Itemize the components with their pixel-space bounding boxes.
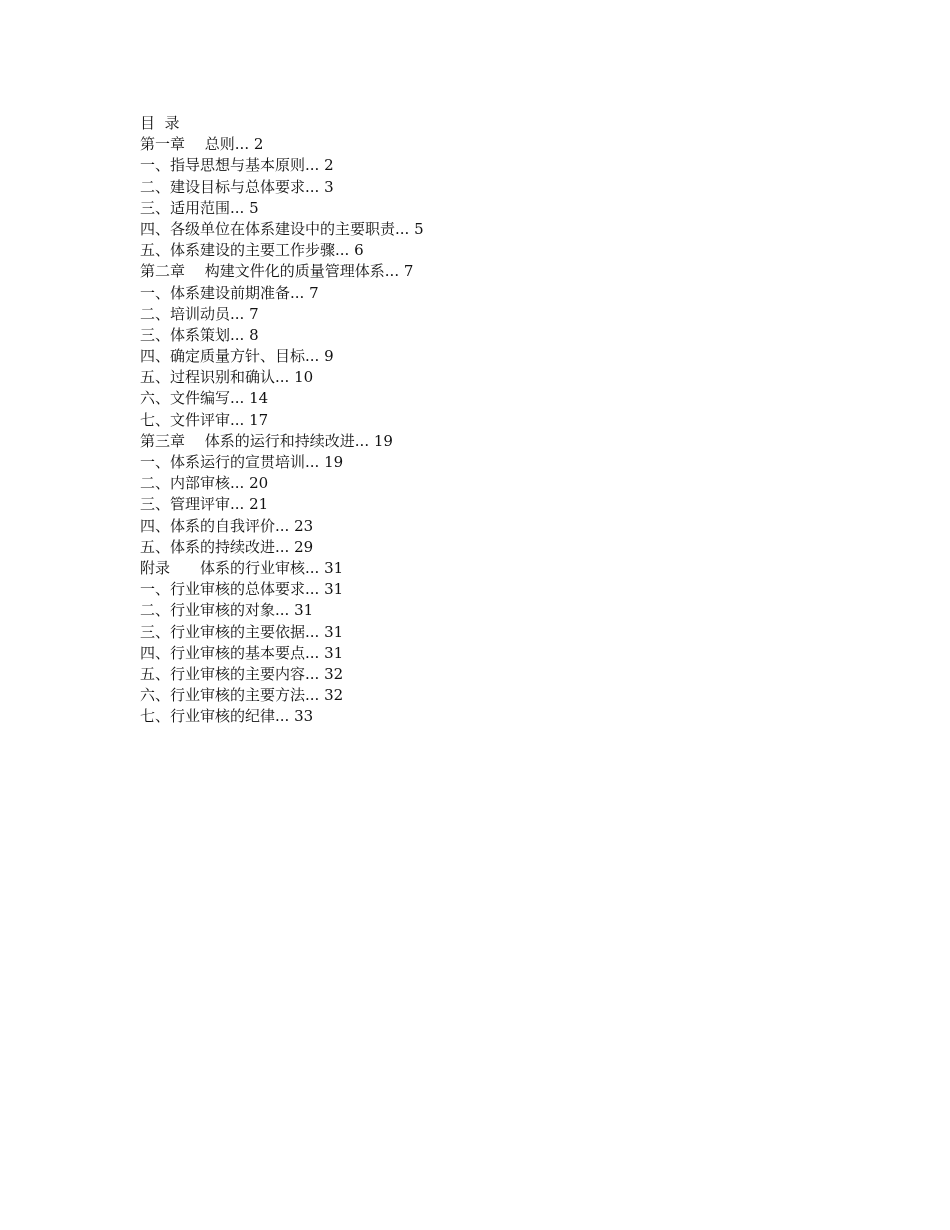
toc-leader-dots: ... <box>384 262 404 281</box>
toc-entry[interactable] <box>140 198 840 219</box>
toc-entry-text: 二、行业审核的对象 <box>140 601 276 620</box>
toc-entry-page-number: 32 <box>324 686 344 705</box>
toc-leader-dots: ... <box>230 304 250 323</box>
toc-entry-page-number: 7 <box>249 304 259 323</box>
toc-leader-dots: ... <box>290 283 310 302</box>
toc-entry-text: 五、行业审核的主要内容 <box>140 664 306 683</box>
toc-entry-page-number: 20 <box>249 474 269 493</box>
toc-entry-page-number: 19 <box>373 431 393 450</box>
toc-entry[interactable] <box>140 325 840 346</box>
toc-leader-dots: ... <box>230 474 250 493</box>
toc-entry[interactable] <box>140 240 840 261</box>
toc-leader-dots: ... <box>234 135 254 154</box>
toc-entry-page-number: 9 <box>324 347 334 366</box>
toc-entry[interactable] <box>140 664 840 685</box>
toc-leader-dots: ... <box>305 453 325 471</box>
toc-entry-page-number: 19 <box>324 453 344 471</box>
toc-leader-dots: ... <box>305 622 325 641</box>
toc-entry-text: 三、体系策划 <box>140 325 231 344</box>
toc-entry-text: 一、体系建设前期准备 <box>140 283 291 302</box>
toc-entry[interactable] <box>140 516 840 537</box>
toc-entry[interactable] <box>140 558 840 579</box>
toc-entry-page-number: 21 <box>249 495 269 514</box>
toc-entry-page-number: 32 <box>324 664 344 683</box>
toc-entry[interactable] <box>140 304 840 325</box>
toc-entry-text: 第一章 总则 <box>140 135 235 154</box>
toc-entry[interactable] <box>140 261 840 282</box>
toc-entry-text: 六、行业审核的主要方法 <box>140 686 306 705</box>
toc-entry-page-number: 31 <box>294 601 314 620</box>
toc-entry-text: 第三章 体系的运行和持续改进 <box>140 431 355 450</box>
toc-entry-page-number: 31 <box>324 643 344 662</box>
toc-entry[interactable] <box>140 494 840 515</box>
toc-leader-dots: ... <box>275 368 295 387</box>
toc-entry-page-number: 7 <box>403 262 414 281</box>
toc-leader-dots: ... <box>230 495 250 514</box>
toc-entry[interactable] <box>140 346 840 367</box>
toc-entry-page-number: 6 <box>354 241 364 260</box>
toc-entry-text: 二、培训动员 <box>140 304 231 323</box>
toc-entry-text: 一、行业审核的总体要求 <box>140 580 306 599</box>
toc-leader-dots: ... <box>275 707 295 726</box>
toc-entry-page-number: 8 <box>249 325 259 344</box>
toc-entry[interactable] <box>140 219 840 240</box>
toc-entry[interactable] <box>140 155 840 176</box>
toc-entry-page-number: 5 <box>414 219 424 238</box>
toc-entry[interactable] <box>140 367 840 388</box>
toc-title: 目 录 <box>140 114 180 132</box>
toc-entry-page-number: 33 <box>294 707 314 726</box>
toc-entry[interactable] <box>140 452 840 473</box>
toc-entry-text: 五、体系的持续改进 <box>140 537 276 556</box>
toc-entry[interactable] <box>140 134 840 155</box>
toc-entry-page-number: 31 <box>324 558 344 577</box>
toc-entry[interactable] <box>140 579 840 600</box>
toc-entry[interactable] <box>140 643 840 664</box>
toc-entry[interactable] <box>140 685 840 706</box>
toc-leader-dots: ... <box>230 389 250 408</box>
toc-leader-dots: ... <box>275 601 295 620</box>
toc-entry-page-number: 2 <box>324 156 334 175</box>
toc-entry-page-number: 10 <box>294 368 314 387</box>
toc-entry[interactable] <box>140 600 840 621</box>
toc-leader-dots: ... <box>305 156 325 175</box>
toc-entry-text: 四、确定质量方针、目标 <box>140 347 306 366</box>
toc-leader-dots: ... <box>305 177 325 196</box>
toc-entry[interactable] <box>140 388 840 409</box>
toc-leader-dots: ... <box>230 198 250 217</box>
toc-leader-dots: ... <box>354 431 374 450</box>
toc-entry-page-number: 5 <box>249 198 259 217</box>
toc-leader-dots: ... <box>395 219 415 238</box>
toc-leader-dots: ... <box>305 347 325 366</box>
toc-leader-dots: ... <box>275 537 295 556</box>
toc-entry-text: 五、体系建设的主要工作步骤 <box>140 241 336 260</box>
toc-leader-dots: ... <box>305 643 325 662</box>
toc-entry-page-number: 3 <box>324 177 334 196</box>
toc-entry-text: 五、过程识别和确认 <box>140 368 276 387</box>
toc-leader-dots: ... <box>305 580 325 599</box>
toc-leader-dots: ... <box>305 686 325 705</box>
toc-entry[interactable] <box>140 537 840 558</box>
toc-leader-dots: ... <box>305 664 325 683</box>
toc-entry-text: 六、文件编写 <box>140 389 231 408</box>
toc-entry-page-number: 2 <box>253 135 264 154</box>
toc-entry-text: 附录 体系的行业审核 <box>140 558 306 577</box>
toc-entry-text: 一、体系运行的宣贯培训 <box>140 453 306 471</box>
toc-entry[interactable] <box>140 706 840 727</box>
toc-entry-list <box>140 134 840 727</box>
toc-entry-page-number: 23 <box>294 516 314 535</box>
toc-entry[interactable] <box>140 622 840 643</box>
toc-entry-text: 二、建设目标与总体要求 <box>140 177 306 196</box>
toc-entry-text: 二、内部审核 <box>140 474 231 493</box>
toc-leader-dots: ... <box>335 241 355 260</box>
toc-entry-text: 三、管理评审 <box>140 495 231 514</box>
toc-entry-page-number: 7 <box>309 283 319 302</box>
toc-entry-text: 三、行业审核的主要依据 <box>140 622 306 641</box>
toc-entry[interactable] <box>140 177 840 198</box>
toc-entry-text: 一、指导思想与基本原则 <box>140 156 306 175</box>
toc-leader-dots: ... <box>275 516 295 535</box>
toc-leader-dots: ... <box>230 410 250 429</box>
toc-entry-page-number: 17 <box>249 410 269 429</box>
table-of-contents <box>140 113 840 727</box>
toc-entry[interactable] <box>140 283 840 304</box>
toc-entry-text: 第二章 构建文件化的质量管理体系 <box>140 262 385 281</box>
toc-entry-page-number: 14 <box>249 389 269 408</box>
toc-entry-page-number: 29 <box>294 537 314 556</box>
toc-entry-text: 三、适用范围 <box>140 198 231 217</box>
toc-entry-text: 四、各级单位在体系建设中的主要职责 <box>140 219 396 238</box>
toc-entry-text: 七、文件评审 <box>140 410 231 429</box>
toc-entry-page-number: 31 <box>324 622 344 641</box>
toc-entry-text: 七、行业审核的纪律 <box>140 707 276 726</box>
toc-entry-text: 四、体系的自我评价 <box>140 516 276 535</box>
toc-entry-text: 四、行业审核的基本要点 <box>140 643 306 662</box>
toc-entry[interactable] <box>140 431 840 452</box>
toc-entry[interactable] <box>140 410 840 431</box>
toc-leader-dots: ... <box>305 558 325 577</box>
toc-leader-dots: ... <box>230 325 250 344</box>
toc-entry[interactable] <box>140 473 840 494</box>
toc-entry-page-number: 31 <box>324 580 344 599</box>
